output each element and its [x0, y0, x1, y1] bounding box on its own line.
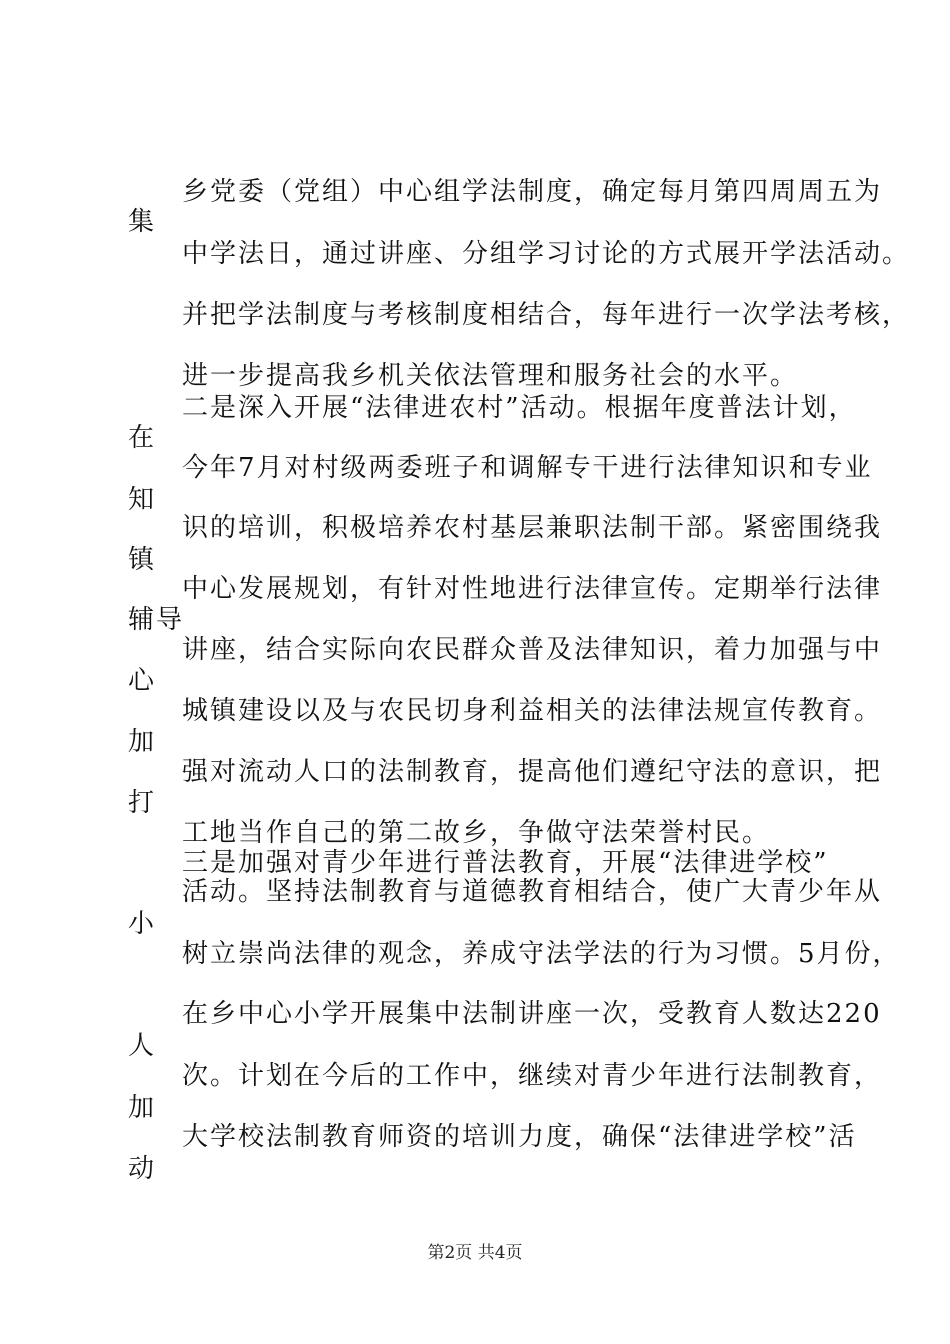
text-line: 活动。坚持法制教育与道德教育相结合，使广大青少年从 — [182, 877, 883, 907]
text-line: 二是深入开展“法律进农村”活动。根据年度普法计划， — [182, 393, 857, 423]
text-line: 知 — [128, 485, 157, 515]
text-line: 树立崇尚法律的观念，养成守法学法的行为习惯。5月份， — [182, 939, 901, 969]
text-line: 中学法日，通过讲座、分组学习讨论的方式展开学法活动。 — [182, 239, 911, 269]
text-line: 人 — [128, 1031, 157, 1061]
text-line: 三是加强对青少年进行普法教育，开展“法律进学校” — [182, 848, 829, 878]
text-line: 辅导 — [128, 605, 185, 635]
text-line: 加 — [128, 727, 157, 757]
page-footer: 第2页 共4页 — [427, 1243, 523, 1263]
text-line: 心 — [128, 666, 157, 696]
text-line: 在乡中心小学开展集中法制讲座一次，受教育人数达220 — [182, 999, 882, 1029]
text-line: 镇 — [128, 545, 157, 575]
text-line: 今年7月对村级两委班子和调解专干进行法律知识和专业 — [182, 453, 873, 483]
text-line: 工地当作自己的第二故乡，争做守法荣誉村民。 — [182, 818, 771, 848]
text-line: 加 — [128, 1093, 157, 1123]
text-line: 打 — [128, 788, 157, 818]
text-line: 动 — [128, 1154, 157, 1184]
text-line: 进一步提高我乡机关依法管理和服务社会的水平。 — [182, 361, 799, 391]
text-line: 乡党委（党组）中心组学法制度，确定每月第四周周五为 — [182, 177, 883, 207]
text-line: 大学校法制教育师资的培训力度，确保“法律进学校”活 — [182, 1122, 857, 1152]
text-line: 中心发展规划，有针对性地进行法律宣传。定期举行法律 — [182, 574, 883, 604]
text-line: 次。计划在今后的工作中，继续对青少年进行法制教育， — [182, 1061, 883, 1091]
text-line: 在 — [128, 423, 157, 453]
text-line: 并把学法制度与考核制度相结合，每年进行一次学法考核， — [182, 300, 911, 330]
text-line: 城镇建设以及与农民切身利益相关的法律法规宣传教育。 — [182, 696, 883, 726]
text-line: 强对流动人口的法制教育，提高他们遵纪守法的意识，把 — [182, 757, 883, 787]
text-line: 识的培训，积极培养农村基层兼职法制干部。紧密围绕我 — [182, 513, 883, 543]
text-line: 讲座，结合实际向农民群众普及法律知识，着力加强与中 — [182, 635, 883, 665]
text-line: 小 — [128, 909, 157, 939]
text-line: 集 — [128, 207, 157, 237]
